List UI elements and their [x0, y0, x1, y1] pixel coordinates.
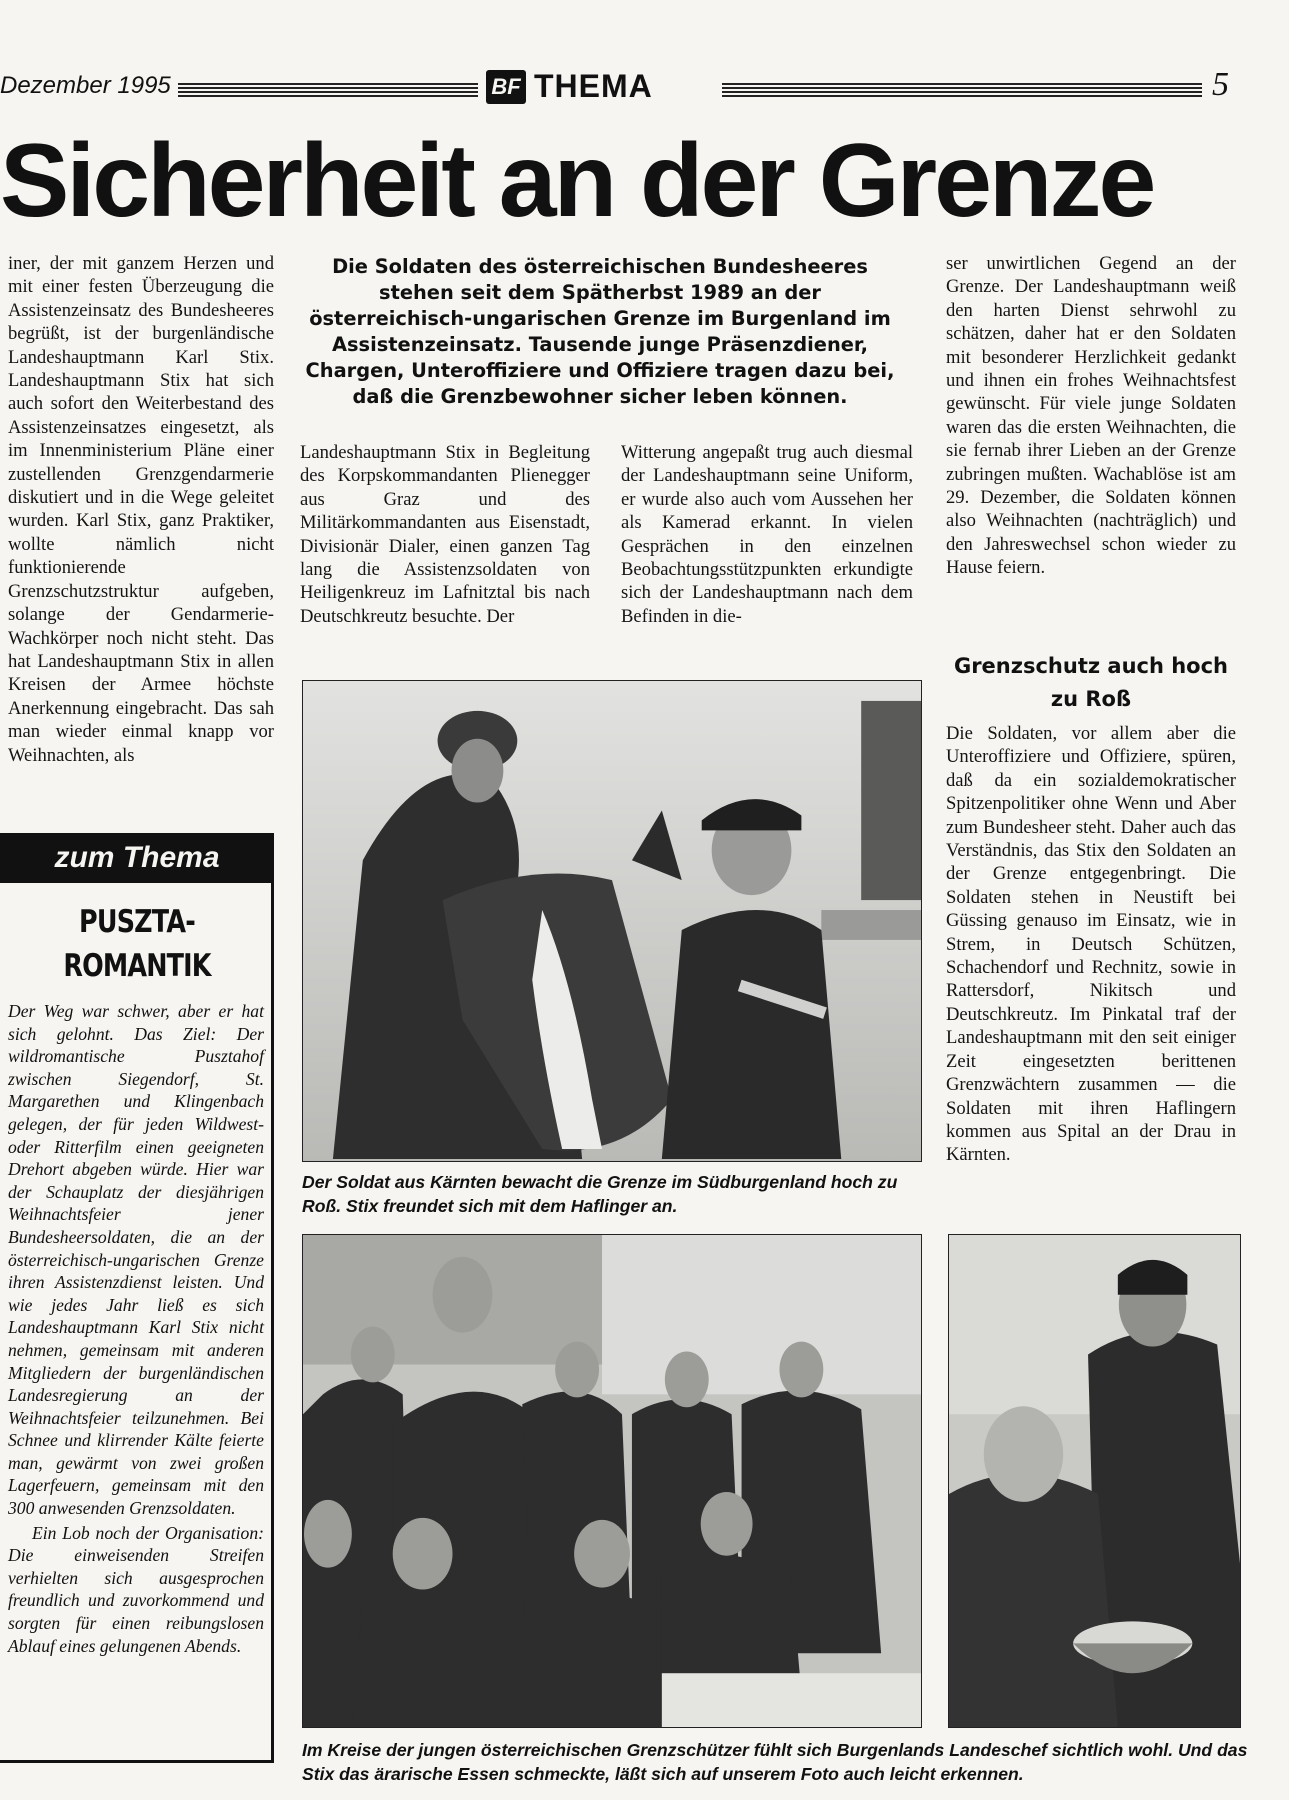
- photo-horse-rider-image: [303, 681, 921, 1161]
- article-column-right: [946, 252, 1236, 580]
- column-left-text: iner, der mit ganzem Herzen und mit einer festen Überzeugung die Assistenzeinsatz des Bundesheeres begrüßt, ist der burgenländische Landeshauptmann Karl Stix. Landeshauptmann Stix hat sich auch sofort den Weiterbestand des Assistenzeinsatzes eingesetzt, als im Innenministerium Pläne einer zustellenden Grenzgendarmerie diskutiert und in die Wege geleitet wurden. Karl Stix, ganz Praktiker, wollte nämlich nicht funktionierende Grenzschutzstruktur aufgeben, solange der Gendarmerie-Wachkörper noch nicht steht. Das hat Landeshauptmann Stix in allen Kreisen der Armee höchste Anerkennung eingebracht. Das sah man wieder einmal knapp vor Weihnachten, als: [8, 253, 274, 766]
- header-rule-left: [178, 81, 478, 97]
- sidebar-box-title: PUSZTA-ROMANTIK: [63, 904, 211, 984]
- issue-date: Dezember 1995: [0, 72, 171, 99]
- sidebar-box-paragraph-1: Der Weg war schwer, aber er hat sich gelohnt. Das Ziel: Der wildromantische Pusztahof zwischen Siegendorf, St. Margarethen und Klingenbach gelegen, der für jeden Wildwest- oder Ritterfilm einen geeigneten Drehort abgeben würde. Hier war der Schauplatz der diesjährigen Weihnachtsfeier jener Bundesheersoldaten, die an der österreichisch-ungarischen Grenze ihren Assistenzdienst leisten. Und wie jedes Jahr ließ es sich Landeshauptmann Karl Stix nicht nehmen, gemeinsam mit anderen Mitgliedern der burgenländischen Landesregierung an der Weihnachtsfeier teilzunehmen. Bei Schnee und klirrender Kälte feierte man, gewärmt von zwei großen Lagerfeuern, gemeinsam mit den 300 anwesenden Grenzsoldaten.: [8, 1001, 264, 1519]
- photo-stix-eating-image: [949, 1235, 1240, 1727]
- article-lead: Die Soldaten des österreichischen Bundesheeres stehen seit dem Spätherbst 1989 an der österreichisch-ungarischen Grenze im Burgenland im Assistenzeinsatz. Tausende junge Präsenzdiener, Chargen, Unteroffiziere und Offiziere tragen dazu bei, daß die Grenzbewohner sicher leben können.: [305, 255, 895, 408]
- photo-soldiers-group: [302, 1234, 922, 1728]
- sidebar-box-paragraph-2: Ein Lob noch der Organisation: Die einweisenden Streifen verhielten sich ausgesprochen freundlich und zuvorkommend und sorgten für einen reibungslosen Ablauf eines gelungenen Abends.: [8, 1522, 264, 1656]
- sidebar-box-banner: zum Thema: [0, 833, 274, 883]
- section-label: THEMA: [534, 68, 653, 104]
- article-column-mid-1: [300, 441, 590, 628]
- column-right-2-text: Die Soldaten, vor allem aber die Unteroffiziere und Offiziere, spüren, daß da ein sozialdemokratischer Spitzenpolitiker ohne Wenn und Aber zum Bundesheer steht. Daher auch das Verständnis, das Stix den Soldaten an der Grenze entgegenbringt. Die Soldaten stehen in Neustift bei Güssing genauso im Einsatz, wie in Strem, in Deutsch Schützen, Schachendorf und Rechnitz, sowie in Rattersdorf, Nikitsch und Deutschkreutz. Im Pinkatal traf der Landeshauptmann mit den seit einiger Zeit eingesetzten berittenen Grenzwächtern zusammen — die Soldaten mit ihren Haflingern kommen aus Spital an der Drau in Kärnten.: [946, 723, 1236, 1166]
- headline: Sicherheit an der Grenze: [0, 123, 1154, 239]
- article-column-mid-2: [621, 441, 913, 628]
- caption-photo-2: Im Kreise der jungen österreichischen Grenzschützer fühlt sich Burgenlands Landeschef sichtlich wohl. Und das Stix das ärarische Essen schmeckte, läßt sich auf unserem Foto auch leicht erkennen.: [302, 1740, 1248, 1784]
- publication-logo: BF: [486, 70, 526, 104]
- subheading: Grenzschutz auch hoch zu Roß: [953, 654, 1229, 711]
- column-mid-2-text: Witterung angepaßt trug auch diesmal der Landeshauptmann seine Uniform, er wurde also auch vom Aussehen her als Kamerad erkannt. In vielen Gesprächen in den einzelnen Beobachtungsstützpunkten erkundigte sich der Landeshauptmann nach dem Befinden in die-: [621, 442, 913, 627]
- page-number: 5: [1212, 66, 1229, 103]
- article-column-left: [8, 252, 274, 767]
- column-mid-1-text: Landeshauptmann Stix in Begleitung des Korpskommandanten Plienegger aus Graz und des Militärkommandanten aus Eisenstadt, Divisionär Dialer, einen ganzen Tag lang die Assistenzsoldaten von Heiligenkreuz im Lafnitztal bis nach Deutschkreutz besuchte. Der: [300, 442, 590, 627]
- article-column-right-2: [946, 722, 1236, 1167]
- header-rule-right: [722, 81, 1202, 97]
- column-right-text: ser unwirtlichen Gegend an der Grenze. Der Landeshauptmann weiß den harten Dienst sehrwohl zu schätzen, daher hat er den Soldaten mit besonderer Herzlichkeit gedankt und ihnen ein frohes Weihnachtsfest gewünscht. Für viele junge Soldaten waren das die ersten Weihnachten, die sie fernab ihrer Lieben an der Grenze zubringen mußten. Wachablöse ist am 29. Dezember, die Soldaten können also Weihnachten (nachträglich) und den Jahreswechsel schon wieder zu Hause feiern.: [946, 253, 1236, 579]
- photo-horse-rider: [302, 680, 922, 1162]
- photo-stix-eating: [948, 1234, 1241, 1728]
- sidebar-box-text: [8, 1000, 264, 1657]
- caption-photo-1: Der Soldat aus Kärnten bewacht die Grenze im Südburgenland hoch zu Roß. Stix freundet sich mit dem Haflinger an.: [302, 1172, 898, 1216]
- photo-soldiers-group-image: [303, 1235, 921, 1727]
